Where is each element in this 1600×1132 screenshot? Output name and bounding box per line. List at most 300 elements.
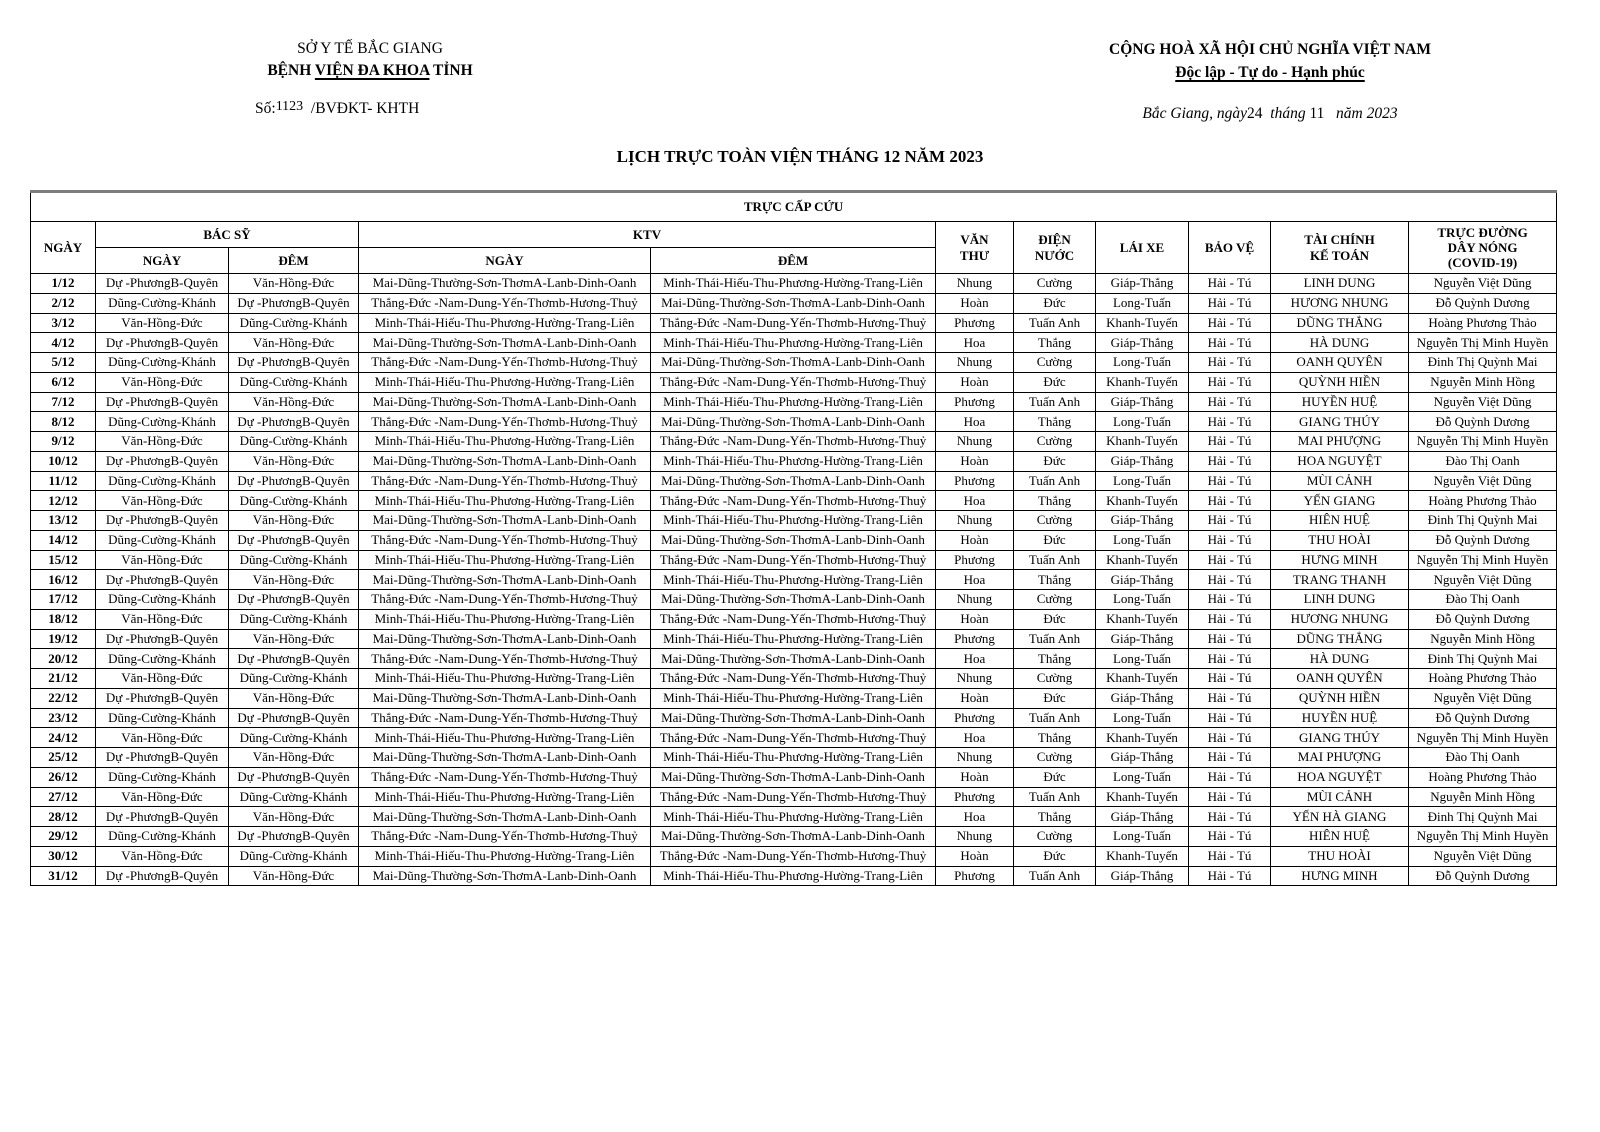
cell-bacsi-ngay: Văn-Hồng-Đức xyxy=(96,491,229,511)
cell-bacsi-ngay: Dự -PhươngB-Quyên xyxy=(96,629,229,649)
cell-dien-nuoc: Cường xyxy=(1014,274,1096,294)
cell-ktv-dem: Mai-Dũng-Thường-Sơn-ThơmA-Lanb-Dinh-Oanh xyxy=(651,708,936,728)
cell-hotline: Đỗ Quỳnh Dương xyxy=(1409,293,1557,313)
cell-bao-ve: Hải - Tú xyxy=(1189,708,1271,728)
cell-van-thu: Phương xyxy=(936,550,1014,570)
cell-dien-nuoc: Thắng xyxy=(1014,649,1096,669)
cell-bacsi-dem: Dũng-Cường-Khánh xyxy=(229,728,359,748)
cell-ktv-ngay: Thắng-Đức -Nam-Dung-Yến-Thơmb-Hương-Thuỷ xyxy=(359,649,651,669)
cell-ktv-ngay: Minh-Thái-Hiếu-Thu-Phương-Hường-Trang-Liên xyxy=(359,313,651,333)
cell-tai-chinh: GIANG THÚY xyxy=(1271,728,1409,748)
cell-dien-nuoc: Đức xyxy=(1014,372,1096,392)
cell-bao-ve: Hải - Tú xyxy=(1189,669,1271,689)
table-row xyxy=(31,372,1557,392)
cell-ktv-dem: Thắng-Đức -Nam-Dung-Yến-Thơmb-Hương-Thuỷ xyxy=(651,787,936,807)
cell-tai-chinh: MÙI CẢNH xyxy=(1271,471,1409,491)
cell-bacsi-dem: Dũng-Cường-Khánh xyxy=(229,491,359,511)
cell-bacsi-dem: Văn-Hồng-Đức xyxy=(229,274,359,294)
cell-ktv-dem: Thắng-Đức -Nam-Dung-Yến-Thơmb-Hương-Thuỷ xyxy=(651,669,936,689)
cell-lai-xe: Khanh-Tuyến xyxy=(1096,787,1189,807)
cell-ktv-ngay: Mai-Dũng-Thường-Sơn-ThơmA-Lanb-Dinh-Oanh xyxy=(359,392,651,412)
cell-bacsi-ngay: Dự -PhươngB-Quyên xyxy=(96,688,229,708)
cell-van-thu: Nhung xyxy=(936,432,1014,452)
cell-ngay: 19/12 xyxy=(31,629,96,649)
cell-bacsi-dem: Dũng-Cường-Khánh xyxy=(229,550,359,570)
subheader-ktv-night: ĐÊM xyxy=(651,248,936,274)
cell-ktv-dem: Thắng-Đức -Nam-Dung-Yến-Thơmb-Hương-Thuỷ xyxy=(651,372,936,392)
cell-tai-chinh: HUYỀN HUỆ xyxy=(1271,708,1409,728)
cell-bao-ve: Hải - Tú xyxy=(1189,866,1271,886)
cell-bacsi-ngay: Dũng-Cường-Khánh xyxy=(96,293,229,313)
date-mid: tháng xyxy=(1262,105,1310,122)
cell-hotline: Đinh Thị Quỳnh Mai xyxy=(1409,353,1557,373)
date-day: 24 xyxy=(1247,105,1263,122)
cell-bacsi-dem: Dũng-Cường-Khánh xyxy=(229,609,359,629)
cell-ktv-dem: Mai-Dũng-Thường-Sơn-ThơmA-Lanb-Dinh-Oanh xyxy=(651,530,936,550)
cell-ngay: 13/12 xyxy=(31,511,96,531)
cell-ktv-dem: Thắng-Đức -Nam-Dung-Yến-Thơmb-Hương-Thuỷ xyxy=(651,491,936,511)
cell-ktv-dem: Minh-Thái-Hiếu-Thu-Phương-Hường-Trang-Liên xyxy=(651,866,936,886)
country-line: CỘNG HOÀ XÃ HỘI CHỦ NGHĨA VIỆT NAM xyxy=(1109,41,1431,58)
cell-dien-nuoc: Tuấn Anh xyxy=(1014,471,1096,491)
cell-van-thu: Phương xyxy=(936,708,1014,728)
issue-date-line xyxy=(1055,102,1485,125)
cell-bao-ve: Hải - Tú xyxy=(1189,807,1271,827)
cell-van-thu: Hoàn xyxy=(936,372,1014,392)
cell-tai-chinh: THU HOÀI xyxy=(1271,846,1409,866)
cell-hotline: Đào Thị Oanh xyxy=(1409,748,1557,768)
cell-ktv-ngay: Mai-Dũng-Thường-Sơn-ThơmA-Lanb-Dinh-Oanh xyxy=(359,333,651,353)
column-header-emergency-group: TRỰC CẤP CỨU xyxy=(31,192,1557,222)
cell-ktv-ngay: Mai-Dũng-Thường-Sơn-ThơmA-Lanb-Dinh-Oanh xyxy=(359,451,651,471)
cell-bacsi-ngay: Văn-Hồng-Đức xyxy=(96,846,229,866)
cell-hotline: Đinh Thị Quỳnh Mai xyxy=(1409,649,1557,669)
subheader-doctor-day: NGÀY xyxy=(96,248,229,274)
cell-dien-nuoc: Đức xyxy=(1014,451,1096,471)
cell-van-thu: Nhung xyxy=(936,590,1014,610)
cell-ngay: 31/12 xyxy=(31,866,96,886)
cell-lai-xe: Giáp-Thắng xyxy=(1096,629,1189,649)
cell-bacsi-ngay: Văn-Hồng-Đức xyxy=(96,432,229,452)
cell-lai-xe: Khanh-Tuyến xyxy=(1096,550,1189,570)
cell-tai-chinh: MAI PHƯỢNG xyxy=(1271,748,1409,768)
cell-bao-ve: Hải - Tú xyxy=(1189,313,1271,333)
table-row xyxy=(31,649,1557,669)
cell-bao-ve: Hải - Tú xyxy=(1189,629,1271,649)
cell-lai-xe: Giáp-Thắng xyxy=(1096,570,1189,590)
cell-hotline: Đinh Thị Quỳnh Mai xyxy=(1409,807,1557,827)
cell-hotline: Nguyễn Việt Dũng xyxy=(1409,274,1557,294)
cell-van-thu: Phương xyxy=(936,787,1014,807)
cell-ngay: 27/12 xyxy=(31,787,96,807)
cell-ngay: 8/12 xyxy=(31,412,96,432)
cell-bacsi-dem: Văn-Hồng-Đức xyxy=(229,866,359,886)
cell-ktv-ngay: Minh-Thái-Hiếu-Thu-Phương-Hường-Trang-Liên xyxy=(359,491,651,511)
table-row xyxy=(31,728,1557,748)
cell-van-thu: Nhung xyxy=(936,353,1014,373)
duty-table-body xyxy=(31,274,1557,886)
cell-ngay: 24/12 xyxy=(31,728,96,748)
cell-lai-xe: Long-Tuấn xyxy=(1096,471,1189,491)
cell-tai-chinh: QUỲNH HIỀN xyxy=(1271,372,1409,392)
cell-van-thu: Hoa xyxy=(936,412,1014,432)
cell-lai-xe: Khanh-Tuyến xyxy=(1096,491,1189,511)
cell-ktv-ngay: Mai-Dũng-Thường-Sơn-ThơmA-Lanb-Dinh-Oanh xyxy=(359,807,651,827)
cell-bao-ve: Hải - Tú xyxy=(1189,530,1271,550)
cell-bacsi-dem: Dự -PhươngB-Quyên xyxy=(229,590,359,610)
cell-bao-ve: Hải - Tú xyxy=(1189,333,1271,353)
cell-ngay: 17/12 xyxy=(31,590,96,610)
cell-van-thu: Hoàn xyxy=(936,609,1014,629)
cell-hotline: Hoàng Phương Thảo xyxy=(1409,313,1557,333)
cell-ktv-dem: Minh-Thái-Hiếu-Thu-Phương-Hường-Trang-Liên xyxy=(651,333,936,353)
cell-bacsi-ngay: Dự -PhươngB-Quyên xyxy=(96,807,229,827)
table-row xyxy=(31,846,1557,866)
cell-van-thu: Hoàn xyxy=(936,688,1014,708)
cell-bacsi-ngay: Dũng-Cường-Khánh xyxy=(96,590,229,610)
cell-hotline: Nguyễn Thị Minh Huyền xyxy=(1409,550,1557,570)
cell-tai-chinh: HIÊN HUỆ xyxy=(1271,827,1409,847)
cell-bao-ve: Hải - Tú xyxy=(1189,649,1271,669)
cell-bacsi-ngay: Văn-Hồng-Đức xyxy=(96,728,229,748)
cell-bacsi-ngay: Dự -PhươngB-Quyên xyxy=(96,866,229,886)
cell-bacsi-dem: Dũng-Cường-Khánh xyxy=(229,313,359,333)
cell-ngay: 4/12 xyxy=(31,333,96,353)
cell-ktv-dem: Minh-Thái-Hiếu-Thu-Phương-Hường-Trang-Liên xyxy=(651,451,936,471)
cell-bacsi-dem: Dự -PhươngB-Quyên xyxy=(229,530,359,550)
cell-tai-chinh: HIÊN HUỆ xyxy=(1271,511,1409,531)
cell-ktv-dem: Thắng-Đức -Nam-Dung-Yến-Thơmb-Hương-Thuỷ xyxy=(651,313,936,333)
column-header-hotline: TRỰC ĐƯỜNG DÂY NÓNG (COVID-19) xyxy=(1409,222,1557,274)
cell-tai-chinh: MAI PHƯỢNG xyxy=(1271,432,1409,452)
cell-ktv-dem: Thắng-Đức -Nam-Dung-Yến-Thơmb-Hương-Thuỷ xyxy=(651,432,936,452)
cell-ktv-ngay: Mai-Dũng-Thường-Sơn-ThơmA-Lanb-Dinh-Oanh xyxy=(359,511,651,531)
cell-ktv-ngay: Thắng-Đức -Nam-Dung-Yến-Thơmb-Hương-Thuỷ xyxy=(359,767,651,787)
cell-lai-xe: Khanh-Tuyến xyxy=(1096,372,1189,392)
cell-dien-nuoc: Đức xyxy=(1014,530,1096,550)
cell-bacsi-ngay: Văn-Hồng-Đức xyxy=(96,609,229,629)
cell-bacsi-ngay: Dũng-Cường-Khánh xyxy=(96,412,229,432)
cell-bao-ve: Hải - Tú xyxy=(1189,787,1271,807)
column-header-utilities: ĐIỆN NƯỚC xyxy=(1014,222,1096,274)
cell-bacsi-dem: Dũng-Cường-Khánh xyxy=(229,432,359,452)
cell-ktv-ngay: Mai-Dũng-Thường-Sơn-ThơmA-Lanb-Dinh-Oanh xyxy=(359,570,651,590)
table-row xyxy=(31,333,1557,353)
cell-bacsi-dem: Dự -PhươngB-Quyên xyxy=(229,471,359,491)
cell-bacsi-dem: Dũng-Cường-Khánh xyxy=(229,846,359,866)
cell-hotline: Đào Thị Oanh xyxy=(1409,451,1557,471)
cell-tai-chinh: DŨNG THẮNG xyxy=(1271,313,1409,333)
cell-dien-nuoc: Cường xyxy=(1014,353,1096,373)
cell-tai-chinh: QUỲNH HIỀN xyxy=(1271,688,1409,708)
cell-hotline: Hoàng Phương Thảo xyxy=(1409,669,1557,689)
cell-lai-xe: Khanh-Tuyến xyxy=(1096,846,1189,866)
cell-ngay: 18/12 xyxy=(31,609,96,629)
cell-ngay: 21/12 xyxy=(31,669,96,689)
table-row xyxy=(31,511,1557,531)
cell-tai-chinh: OANH QUYÊN xyxy=(1271,669,1409,689)
cell-van-thu: Hoa xyxy=(936,570,1014,590)
duty-schedule-table xyxy=(30,190,1557,886)
cell-ngay: 26/12 xyxy=(31,767,96,787)
cell-lai-xe: Giáp-Thắng xyxy=(1096,274,1189,294)
cell-dien-nuoc: Cường xyxy=(1014,748,1096,768)
cell-tai-chinh: GIANG THÚY xyxy=(1271,412,1409,432)
cell-ktv-dem: Thắng-Đức -Nam-Dung-Yến-Thơmb-Hương-Thuỷ xyxy=(651,846,936,866)
cell-dien-nuoc: Thắng xyxy=(1014,728,1096,748)
cell-van-thu: Nhung xyxy=(936,669,1014,689)
cell-tai-chinh: HƯƠNG NHUNG xyxy=(1271,293,1409,313)
cell-bacsi-ngay: Văn-Hồng-Đức xyxy=(96,669,229,689)
cell-ktv-ngay: Thắng-Đức -Nam-Dung-Yến-Thơmb-Hương-Thuỷ xyxy=(359,530,651,550)
cell-ngay: 11/12 xyxy=(31,471,96,491)
cell-bacsi-ngay: Dũng-Cường-Khánh xyxy=(96,649,229,669)
cell-bacsi-ngay: Dũng-Cường-Khánh xyxy=(96,530,229,550)
cell-bao-ve: Hải - Tú xyxy=(1189,353,1271,373)
subheader-ktv-day: NGÀY xyxy=(359,248,651,274)
motto-line: Độc lập - Tự do - Hạnh phúc xyxy=(1175,64,1365,81)
cell-ktv-ngay: Thắng-Đức -Nam-Dung-Yến-Thơmb-Hương-Thuỷ xyxy=(359,412,651,432)
table-row xyxy=(31,688,1557,708)
cell-dien-nuoc: Đức xyxy=(1014,293,1096,313)
table-row xyxy=(31,471,1557,491)
cell-van-thu: Hoa xyxy=(936,649,1014,669)
column-header-clerk: VĂN THƯ xyxy=(936,222,1014,274)
cell-bacsi-dem: Văn-Hồng-Đức xyxy=(229,511,359,531)
cell-van-thu: Hoàn xyxy=(936,293,1014,313)
cell-bacsi-dem: Dự -PhươngB-Quyên xyxy=(229,827,359,847)
cell-ngay: 7/12 xyxy=(31,392,96,412)
cell-van-thu: Hoàn xyxy=(936,846,1014,866)
cell-bao-ve: Hải - Tú xyxy=(1189,451,1271,471)
cell-bao-ve: Hải - Tú xyxy=(1189,471,1271,491)
cell-bao-ve: Hải - Tú xyxy=(1189,293,1271,313)
cell-bao-ve: Hải - Tú xyxy=(1189,372,1271,392)
table-row xyxy=(31,550,1557,570)
cell-tai-chinh: DŨNG THẮNG xyxy=(1271,629,1409,649)
cell-ngay: 10/12 xyxy=(31,451,96,471)
cell-lai-xe: Long-Tuấn xyxy=(1096,590,1189,610)
cell-van-thu: Hoàn xyxy=(936,451,1014,471)
table-row xyxy=(31,866,1557,886)
cell-bacsi-dem: Dự -PhươngB-Quyên xyxy=(229,649,359,669)
table-row xyxy=(31,590,1557,610)
cell-ngay: 20/12 xyxy=(31,649,96,669)
cell-hotline: Hoàng Phương Thảo xyxy=(1409,767,1557,787)
cell-bacsi-dem: Dự -PhươngB-Quyên xyxy=(229,293,359,313)
cell-hotline: Đỗ Quỳnh Dương xyxy=(1409,530,1557,550)
cell-bacsi-dem: Dự -PhươngB-Quyên xyxy=(229,353,359,373)
cell-bacsi-ngay: Dự -PhươngB-Quyên xyxy=(96,274,229,294)
cell-van-thu: Phương xyxy=(936,392,1014,412)
cell-dien-nuoc: Cường xyxy=(1014,590,1096,610)
cell-lai-xe: Khanh-Tuyến xyxy=(1096,728,1189,748)
cell-bao-ve: Hải - Tú xyxy=(1189,846,1271,866)
cell-hotline: Nguyễn Minh Hồng xyxy=(1409,372,1557,392)
cell-ktv-ngay: Thắng-Đức -Nam-Dung-Yến-Thơmb-Hương-Thuỷ xyxy=(359,590,651,610)
cell-ngay: 2/12 xyxy=(31,293,96,313)
cell-tai-chinh: HƯNG MINH xyxy=(1271,550,1409,570)
cell-bacsi-ngay: Dũng-Cường-Khánh xyxy=(96,767,229,787)
cell-van-thu: Phương xyxy=(936,629,1014,649)
cell-lai-xe: Giáp-Thắng xyxy=(1096,511,1189,531)
cell-hotline: Nguyễn Thị Minh Huyền xyxy=(1409,728,1557,748)
cell-hotline: Nguyễn Việt Dũng xyxy=(1409,570,1557,590)
cell-van-thu: Hoàn xyxy=(936,767,1014,787)
cell-bacsi-dem: Dự -PhươngB-Quyên xyxy=(229,767,359,787)
table-row xyxy=(31,313,1557,333)
cell-ktv-ngay: Thắng-Đức -Nam-Dung-Yến-Thơmb-Hương-Thuỷ xyxy=(359,471,651,491)
cell-ktv-ngay: Minh-Thái-Hiếu-Thu-Phương-Hường-Trang-Liên xyxy=(359,609,651,629)
cell-ktv-ngay: Mai-Dũng-Thường-Sơn-ThơmA-Lanb-Dinh-Oanh xyxy=(359,748,651,768)
cell-lai-xe: Khanh-Tuyến xyxy=(1096,432,1189,452)
cell-van-thu: Phương xyxy=(936,866,1014,886)
cell-ngay: 6/12 xyxy=(31,372,96,392)
cell-lai-xe: Long-Tuấn xyxy=(1096,649,1189,669)
cell-ktv-dem: Minh-Thái-Hiếu-Thu-Phương-Hường-Trang-Liên xyxy=(651,274,936,294)
cell-ktv-dem: Minh-Thái-Hiếu-Thu-Phương-Hường-Trang-Liên xyxy=(651,511,936,531)
column-header-finance: TÀI CHÍNH KẾ TOÁN xyxy=(1271,222,1409,274)
cell-tai-chinh: HUYỀN HUỆ xyxy=(1271,392,1409,412)
cell-van-thu: Hoa xyxy=(936,807,1014,827)
cell-ktv-ngay: Minh-Thái-Hiếu-Thu-Phương-Hường-Trang-Liên xyxy=(359,669,651,689)
cell-ngay: 29/12 xyxy=(31,827,96,847)
cell-lai-xe: Long-Tuấn xyxy=(1096,353,1189,373)
cell-ktv-dem: Mai-Dũng-Thường-Sơn-ThơmA-Lanb-Dinh-Oanh xyxy=(651,353,936,373)
cell-dien-nuoc: Tuấn Anh xyxy=(1014,313,1096,333)
cell-hotline: Nguyễn Việt Dũng xyxy=(1409,471,1557,491)
cell-bacsi-dem: Dự -PhươngB-Quyên xyxy=(229,708,359,728)
cell-van-thu: Hoa xyxy=(936,491,1014,511)
cell-bao-ve: Hải - Tú xyxy=(1189,392,1271,412)
cell-bao-ve: Hải - Tú xyxy=(1189,412,1271,432)
column-header-date: NGÀY xyxy=(31,222,96,274)
cell-bacsi-dem: Dũng-Cường-Khánh xyxy=(229,787,359,807)
cell-tai-chinh: LINH DUNG xyxy=(1271,274,1409,294)
cell-lai-xe: Long-Tuấn xyxy=(1096,293,1189,313)
cell-bacsi-ngay: Dự -PhươngB-Quyên xyxy=(96,451,229,471)
cell-hotline: Đỗ Quỳnh Dương xyxy=(1409,412,1557,432)
cell-bacsi-ngay: Văn-Hồng-Đức xyxy=(96,372,229,392)
header-row-groups xyxy=(31,222,1557,248)
cell-dien-nuoc: Cường xyxy=(1014,669,1096,689)
cell-ngay: 28/12 xyxy=(31,807,96,827)
cell-lai-xe: Long-Tuấn xyxy=(1096,412,1189,432)
cell-ktv-dem: Minh-Thái-Hiếu-Thu-Phương-Hường-Trang-Liên xyxy=(651,748,936,768)
cell-hotline: Nguyễn Minh Hồng xyxy=(1409,629,1557,649)
cell-ktv-dem: Minh-Thái-Hiếu-Thu-Phương-Hường-Trang-Liên xyxy=(651,688,936,708)
table-row xyxy=(31,807,1557,827)
cell-ktv-ngay: Thắng-Đức -Nam-Dung-Yến-Thơmb-Hương-Thuỷ xyxy=(359,827,651,847)
cell-van-thu: Nhung xyxy=(936,511,1014,531)
table-row xyxy=(31,293,1557,313)
cell-hotline: Đỗ Quỳnh Dương xyxy=(1409,708,1557,728)
hospital-name-post: TỈNH xyxy=(429,62,473,79)
cell-bao-ve: Hải - Tú xyxy=(1189,827,1271,847)
cell-bao-ve: Hải - Tú xyxy=(1189,748,1271,768)
cell-hotline: Nguyễn Thị Minh Huyền xyxy=(1409,432,1557,452)
hospital-name-underlined: VIỆN ĐA KHOA xyxy=(314,62,430,79)
cell-hotline: Đỗ Quỳnh Dương xyxy=(1409,609,1557,629)
cell-bao-ve: Hải - Tú xyxy=(1189,511,1271,531)
cell-ktv-dem: Mai-Dũng-Thường-Sơn-ThơmA-Lanb-Dinh-Oanh xyxy=(651,293,936,313)
cell-ktv-dem: Mai-Dũng-Thường-Sơn-ThơmA-Lanb-Dinh-Oanh xyxy=(651,590,936,610)
cell-tai-chinh: THU HOÀI xyxy=(1271,530,1409,550)
cell-bacsi-dem: Văn-Hồng-Đức xyxy=(229,570,359,590)
cell-lai-xe: Long-Tuấn xyxy=(1096,767,1189,787)
cell-ktv-dem: Thắng-Đức -Nam-Dung-Yến-Thơmb-Hương-Thuỷ xyxy=(651,728,936,748)
cell-dien-nuoc: Cường xyxy=(1014,827,1096,847)
cell-dien-nuoc: Cường xyxy=(1014,432,1096,452)
cell-lai-xe: Giáp-Thắng xyxy=(1096,451,1189,471)
org-hospital-line xyxy=(245,60,495,82)
cell-bacsi-ngay: Văn-Hồng-Đức xyxy=(96,313,229,333)
cell-van-thu: Phương xyxy=(936,313,1014,333)
cell-ktv-dem: Minh-Thái-Hiếu-Thu-Phương-Hường-Trang-Liên xyxy=(651,392,936,412)
cell-dien-nuoc: Cường xyxy=(1014,511,1096,531)
cell-ktv-dem: Mai-Dũng-Thường-Sơn-ThơmA-Lanb-Dinh-Oanh xyxy=(651,412,936,432)
issuing-org-block xyxy=(245,38,495,82)
column-header-ktv: KTV xyxy=(359,222,936,248)
cell-lai-xe: Giáp-Thắng xyxy=(1096,333,1189,353)
cell-van-thu: Nhung xyxy=(936,827,1014,847)
cell-ktv-ngay: Mai-Dũng-Thường-Sơn-ThơmA-Lanb-Dinh-Oanh xyxy=(359,688,651,708)
cell-bao-ve: Hải - Tú xyxy=(1189,609,1271,629)
cell-van-thu: Hoàn xyxy=(936,530,1014,550)
cell-ngay: 14/12 xyxy=(31,530,96,550)
cell-lai-xe: Long-Tuấn xyxy=(1096,530,1189,550)
cell-tai-chinh: LINH DUNG xyxy=(1271,590,1409,610)
cell-dien-nuoc: Đức xyxy=(1014,767,1096,787)
cell-bacsi-ngay: Dũng-Cường-Khánh xyxy=(96,471,229,491)
page-title: LỊCH TRỰC TOÀN VIỆN THÁNG 12 NĂM 2023 xyxy=(616,147,984,166)
cell-bacsi-ngay: Văn-Hồng-Đức xyxy=(96,550,229,570)
cell-ngay: 5/12 xyxy=(31,353,96,373)
cell-hotline: Đào Thị Oanh xyxy=(1409,590,1557,610)
cell-ktv-dem: Minh-Thái-Hiếu-Thu-Phương-Hường-Trang-Liên xyxy=(651,629,936,649)
cell-dien-nuoc: Tuấn Anh xyxy=(1014,866,1096,886)
cell-dien-nuoc: Thắng xyxy=(1014,807,1096,827)
cell-bacsi-ngay: Dự -PhươngB-Quyên xyxy=(96,392,229,412)
cell-van-thu: Phương xyxy=(936,471,1014,491)
document-number-label: Số: xyxy=(255,100,276,117)
document-number-suffix: /BVĐKT- KHTH xyxy=(303,100,420,117)
cell-tai-chinh: HƯƠNG NHUNG xyxy=(1271,609,1409,629)
document-number-value: 1123 xyxy=(275,99,304,114)
table-row xyxy=(31,412,1557,432)
cell-ngay: 15/12 xyxy=(31,550,96,570)
cell-van-thu: Nhung xyxy=(936,274,1014,294)
table-row xyxy=(31,392,1557,412)
cell-bacsi-dem: Dự -PhươngB-Quyên xyxy=(229,412,359,432)
national-motto-block xyxy=(1055,38,1485,125)
cell-bacsi-ngay: Dũng-Cường-Khánh xyxy=(96,708,229,728)
cell-bacsi-ngay: Dự -PhươngB-Quyên xyxy=(96,570,229,590)
cell-bacsi-dem: Văn-Hồng-Đức xyxy=(229,629,359,649)
table-row xyxy=(31,748,1557,768)
cell-ktv-ngay: Minh-Thái-Hiếu-Thu-Phương-Hường-Trang-Liên xyxy=(359,846,651,866)
cell-tai-chinh: HÀ DUNG xyxy=(1271,649,1409,669)
cell-bacsi-dem: Dũng-Cường-Khánh xyxy=(229,372,359,392)
cell-bacsi-ngay: Dự -PhươngB-Quyên xyxy=(96,333,229,353)
cell-ktv-ngay: Minh-Thái-Hiếu-Thu-Phương-Hường-Trang-Liên xyxy=(359,432,651,452)
cell-dien-nuoc: Tuấn Anh xyxy=(1014,787,1096,807)
date-month: 11 xyxy=(1309,105,1325,122)
table-row xyxy=(31,708,1557,728)
cell-tai-chinh: YẾN HÀ GIANG xyxy=(1271,807,1409,827)
cell-bacsi-dem: Văn-Hồng-Đức xyxy=(229,688,359,708)
cell-ktv-dem: Minh-Thái-Hiếu-Thu-Phương-Hường-Trang-Liên xyxy=(651,807,936,827)
